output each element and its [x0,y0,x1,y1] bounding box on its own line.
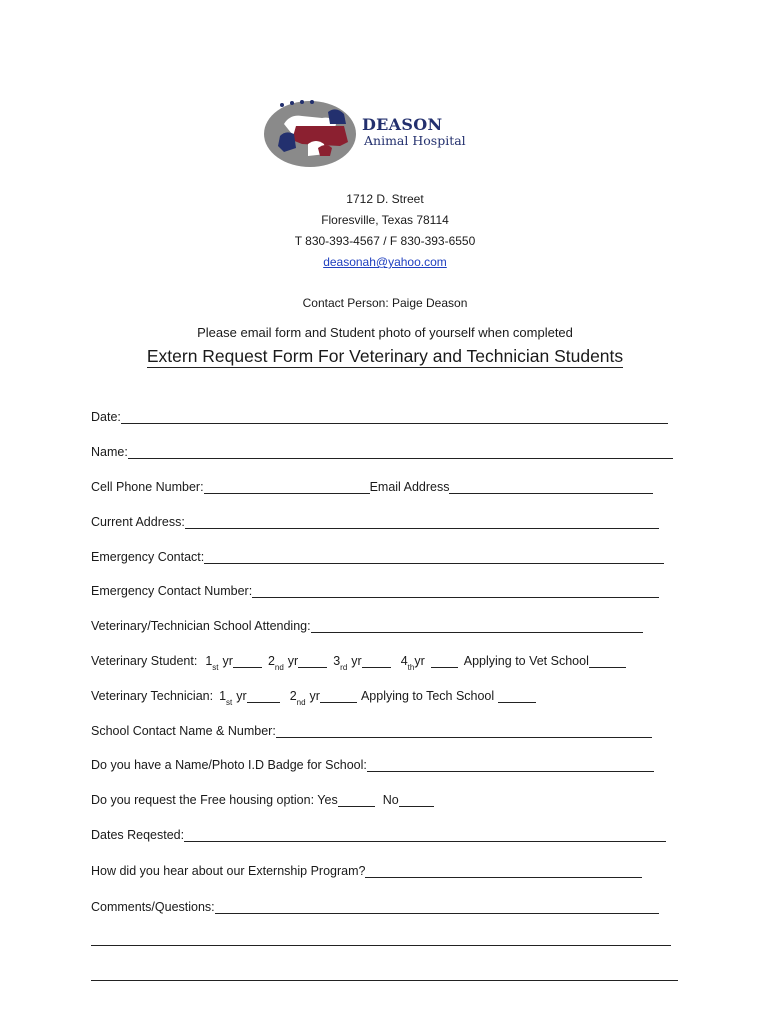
phone-fax: T 830-393-4567 / F 830-393-6550 [294,234,476,248]
hospital-logo [262,96,512,170]
name-field[interactable] [128,444,673,459]
email-link[interactable]: deasonah@yahoo.com [323,255,447,269]
school-attending-row [91,613,643,633]
badge-field[interactable] [367,757,654,772]
school-contact-label: School Contact Name & Number: [91,724,276,738]
date-field[interactable] [121,409,668,424]
vet-student-row: Veterinary Student: 1 st yr 2 nd yr 3 rd yr 4 th yr Applying to Vet School [91,648,626,668]
vet-year-4-field[interactable] [431,653,458,668]
tech-year-1-field[interactable] [247,688,280,703]
year-3-label: 3 [333,654,341,668]
comments-label: Comments/Questions: [91,900,215,914]
date-label: Date: [91,410,121,424]
dates-requested-field[interactable] [184,827,666,842]
year-4-label: 4 [400,654,408,668]
cell-email-row [91,474,653,494]
logo-subtitle: Animal Hospital [364,133,466,148]
current-address-row [91,509,659,529]
contact-person: Contact Person: Paige Deason [302,296,468,310]
emergency-contact-row [91,544,664,564]
school-attending-field[interactable] [311,618,643,633]
year-1-label: 1 [205,654,213,668]
applying-tech-label: Applying to Tech School [360,689,495,703]
date-row [91,404,668,424]
logo-name: DEASON [362,115,443,134]
form-title [0,346,770,367]
housing-yes-field[interactable] [338,792,375,807]
hear-about-row [91,858,642,878]
housing-no-label: No [382,793,399,807]
yr-label: yr [414,654,425,668]
comments-field[interactable] [215,899,659,914]
tech-year-2-field[interactable] [320,688,357,703]
form-title-text: Extern Request Form For Veterinary and Technician Students [146,346,624,366]
comments-line-2[interactable] [91,945,671,946]
name-row [91,439,673,459]
dates-requested-label: Dates Reqested: [91,828,185,842]
yr-label: yr [309,689,320,703]
instructions: Please email form and Student photo of yourself when completed [197,325,573,340]
emergency-number-row [91,578,659,598]
city-address: Floresville, Texas 78114 [321,213,449,227]
hear-about-field[interactable] [365,863,642,878]
yr-label: yr [236,689,247,703]
vet-tech-label: Veterinary Technician: [91,689,214,703]
emergency-contact-field[interactable] [204,549,664,564]
cell-field[interactable] [204,479,370,494]
comments-line-3[interactable] [91,980,678,981]
badge-row [91,752,654,772]
tech-year-2-label: 2 [289,689,297,703]
emergency-number-field[interactable] [252,583,659,598]
email-address-field[interactable] [449,479,653,494]
name-label: Name: [91,445,128,459]
tech-year-1-label: 1 [219,689,227,703]
applying-tech-field[interactable] [498,688,536,703]
school-contact-row [91,718,652,738]
vet-tech-row: Veterinary Technician: 1 st yr 2 nd yr Applying to Tech School [91,683,536,703]
housing-row [91,787,434,807]
vet-year-3-field[interactable] [362,653,391,668]
cell-label: Cell Phone Number: [91,480,204,494]
yr-label: yr [351,654,362,668]
school-attending-label: Veterinary/Technician School Attending: [91,619,311,633]
yr-label: yr [222,654,233,668]
dates-requested-row [91,822,666,842]
housing-no-field[interactable] [399,792,434,807]
school-contact-field[interactable] [276,723,652,738]
current-address-label: Current Address: [91,515,185,529]
email-address-label: Email Address [369,480,450,494]
vet-year-1-field[interactable] [233,653,262,668]
applying-vet-label: Applying to Vet School [463,654,589,668]
housing-label: Do you request the Free housing option: Yes [91,793,338,807]
current-address-field[interactable] [185,514,659,529]
hear-about-label: How did you hear about our Externship Program? [91,864,366,878]
badge-label: Do you have a Name/Photo I.D Badge for School: [91,758,367,772]
vet-student-label: Veterinary Student: [91,654,198,668]
vet-year-2-field[interactable] [298,653,327,668]
applying-vet-field[interactable] [589,653,626,668]
emergency-number-label: Emergency Contact Number: [91,584,253,598]
year-2-label: 2 [267,654,275,668]
yr-label: yr [287,654,299,668]
animals-logo-icon [262,96,362,170]
comments-row [91,894,659,914]
emergency-contact-label: Emergency Contact: [91,550,205,564]
street-address: 1712 D. Street [346,192,424,206]
